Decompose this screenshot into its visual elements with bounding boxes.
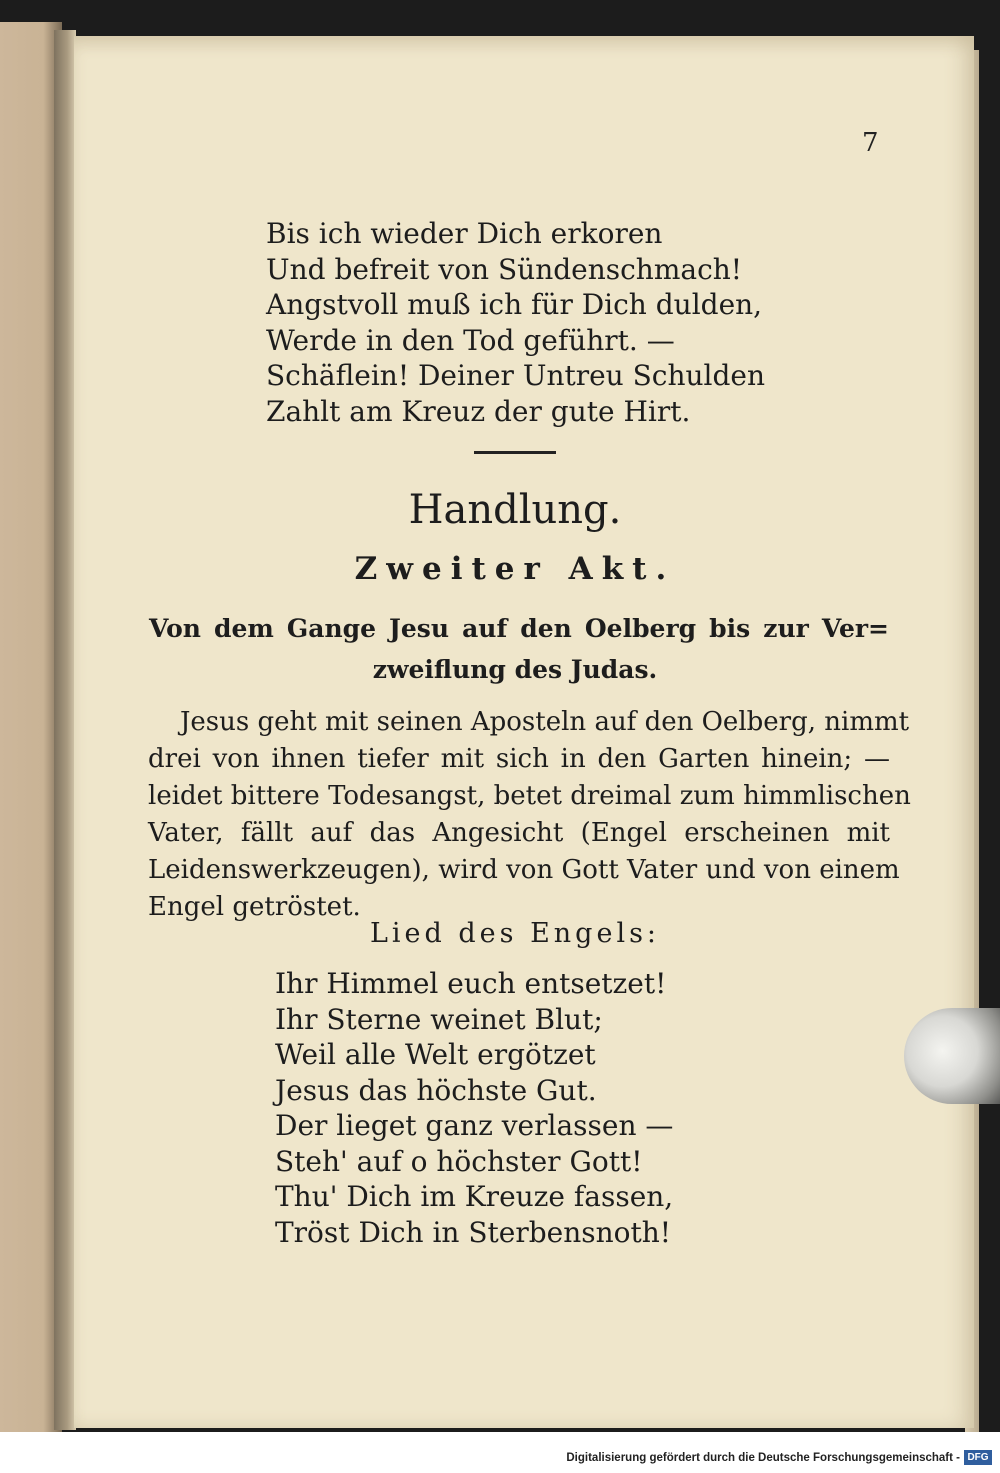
verse-line: Weil alle Welt ergötzet: [275, 1038, 596, 1071]
verse-line: Der lieget ganz verlassen —: [275, 1109, 674, 1142]
previous-page-edge: [0, 22, 62, 1432]
section-divider: [474, 451, 556, 454]
verse-top: [266, 216, 765, 429]
verse-line: Werde in den Tod geführt. —: [266, 323, 675, 357]
act-subtitle-line-1: Von dem Gange Jesu auf den Oelberg bis zur Ver=: [149, 614, 889, 643]
song-title: Lied des Engels:: [369, 918, 661, 949]
verse-line: Bis ich wieder Dich erkoren: [266, 217, 663, 250]
page-clip: [904, 1008, 1000, 1104]
paragraph-line: Jesus geht mit seinen Aposteln auf den Oelberg, nimmt: [180, 707, 910, 737]
paragraph-line: Engel getröstet.: [148, 892, 361, 922]
verse-line: Angstvoll muß ich für Dich dulden,: [266, 288, 763, 321]
funding-notice: Digitalisierung gefördert durch die Deutsche Forschungsgemeinschaft -: [566, 1452, 960, 1464]
verse-line: Jesus das höchste Gut.: [275, 1073, 597, 1107]
paragraph-line: Vater, fällt auf das Angesicht (Engel erscheinen mit: [148, 818, 890, 848]
verse-line: Zahlt am Kreuz der gute Hirt.: [266, 394, 691, 428]
verse-line: Tröst Dich in Sterbensnoth!: [275, 1215, 672, 1249]
paragraph-line: leidet bittere Todesangst, betet dreimal zum himmlischen: [148, 781, 911, 811]
paragraph-line: Leidenswerkzeugen), wird von Gott Vater und von einem: [148, 855, 900, 885]
verse-line: Schäflein! Deiner Untreu Schulden: [266, 359, 766, 392]
book-gutter: [54, 30, 76, 1430]
verse-line: Und befreit von Sündenschmach!: [266, 252, 743, 286]
verse-line: Ihr Sterne weinet Blut;: [275, 1002, 603, 1036]
verse-line: Steh' auf o höchster Gott!: [275, 1144, 643, 1178]
act-subtitle-line-2: zweiflung des Judas.: [372, 655, 658, 684]
verse-line: Ihr Himmel euch entsetzet!: [275, 967, 667, 1000]
paragraph-line: drei von ihnen tiefer mit sich in den Garten hinein; —: [148, 744, 890, 774]
dfg-logo: DFG: [964, 1450, 992, 1465]
verse-bottom: [275, 966, 673, 1250]
section-heading: Handlung.: [408, 487, 622, 533]
act-title: Zweiter Akt.: [354, 551, 676, 587]
verse-line: Thu' Dich im Kreuze fassen,: [275, 1180, 674, 1213]
stage-direction-paragraph: [148, 704, 911, 926]
page-number: 7: [862, 128, 879, 158]
